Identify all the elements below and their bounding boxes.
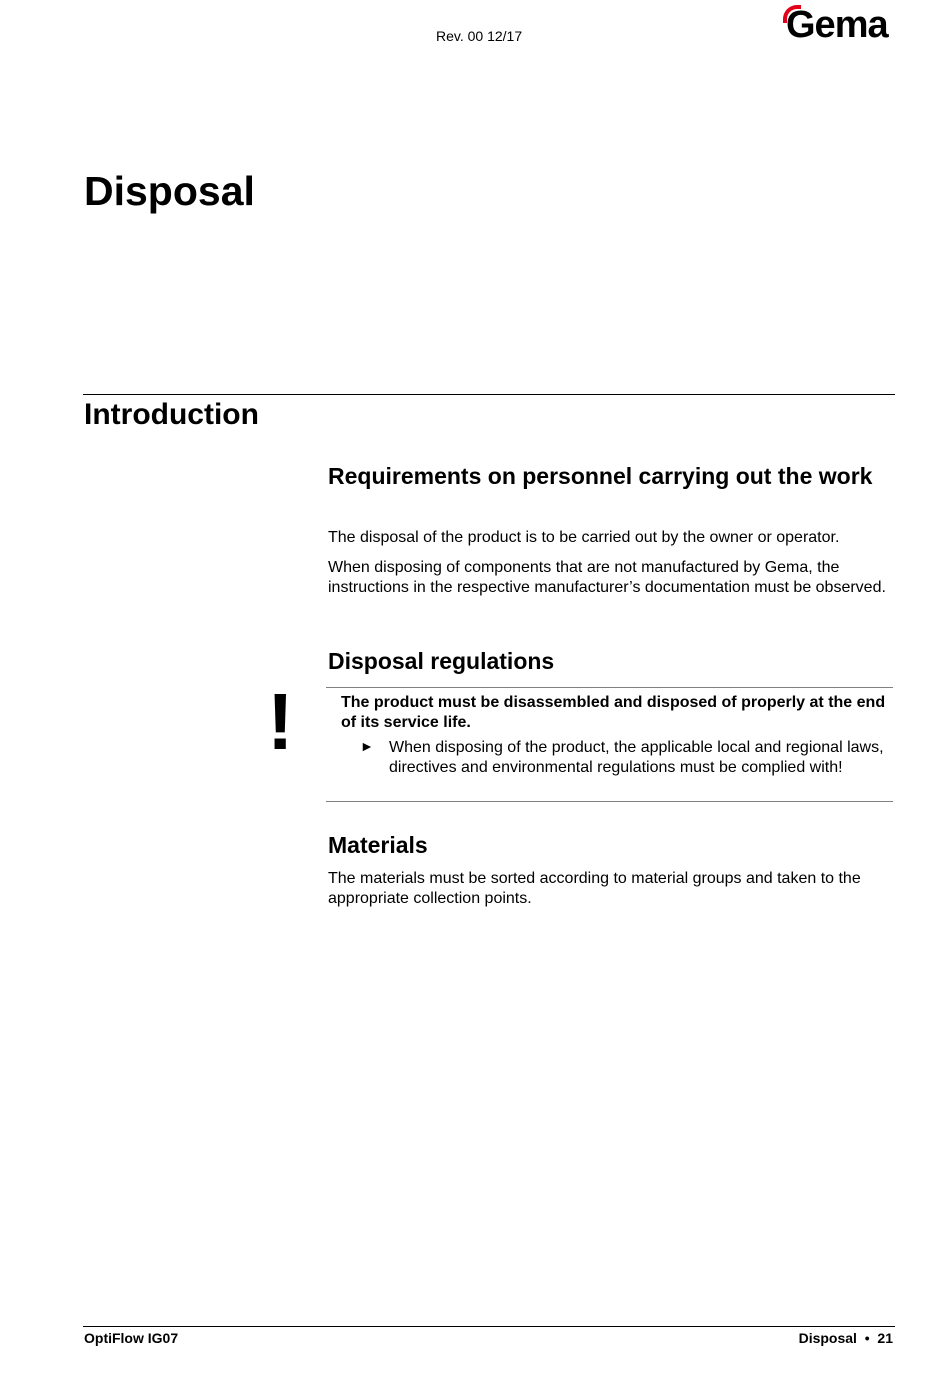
section-title: Introduction [84,398,259,431]
footer-section: Disposal [798,1330,857,1346]
regulations-heading: Disposal regulations [328,648,555,674]
materials-paragraph: The materials must be sorted according to material groups and taken to the appropriate collection points. [328,870,861,907]
personnel-paragraph-1: The disposal of the product is to be carried out by the owner or operator. [328,529,840,546]
footer-divider [83,1326,895,1327]
revision-label: Rev. 00 12/17 [436,28,523,44]
warning-text: The product must be disassembled and disposed of properly at the end of its service life. [341,694,886,731]
warning-instruction: When disposing of the product, the applicable local and regional laws, directives and environmental regulations must be complied with! [389,739,884,776]
triangle-bullet-icon: ► [360,738,374,754]
footer-page-number: 21 [877,1330,893,1346]
section-divider [83,394,895,395]
footer-page-info [799,1330,893,1346]
materials-heading: Materials [328,832,428,858]
chapter-title: Disposal [84,168,255,214]
exclamation-icon: ! [267,677,294,766]
footer-product: OptiFlow IG07 [84,1330,179,1346]
personnel-heading: Requirements on personnel carrying out the work [328,463,873,489]
footer-separator: • [864,1330,870,1346]
gema-logo: Gema [786,4,888,46]
personnel-paragraph-2: When disposing of components that are not manufactured by Gema, the instructions in the respective manufacturer’s documentation must be observed. [328,559,886,596]
